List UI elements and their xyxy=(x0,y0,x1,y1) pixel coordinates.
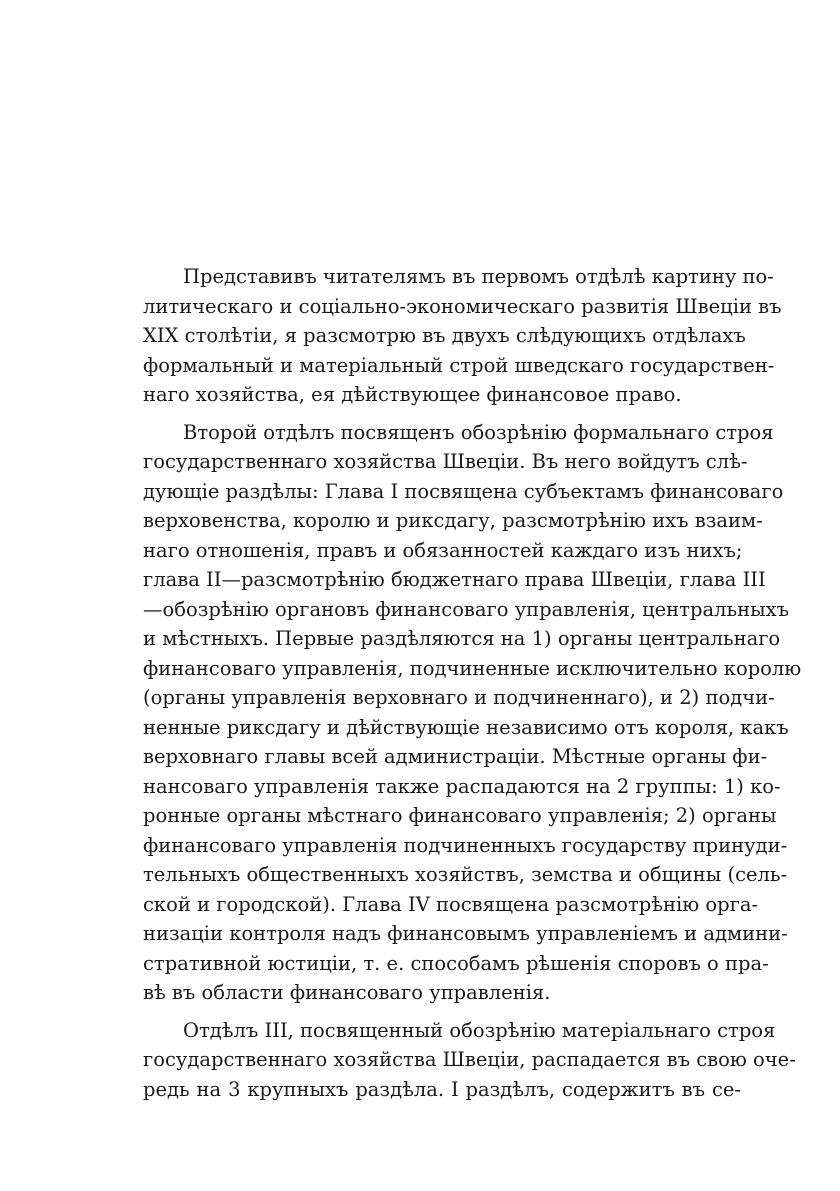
text-line: вѣ въ области финансоваго управленія. xyxy=(143,981,551,1004)
paragraph-intro xyxy=(143,262,782,410)
text-line: финансоваго управленія, подчиненные исключительно королю xyxy=(143,656,802,680)
text-line: глава II—разсмотрѣнію бюджетнаго права Швеціи, глава III xyxy=(143,568,766,591)
text-line: и мѣстныхъ. Первые раздѣляются на 1) органы центральнаго xyxy=(143,627,781,650)
text-line: ронные органы мѣстнаго финансоваго управленія; 2) органы xyxy=(143,804,777,827)
text-line: —обозрѣнію органовъ финансоваго управленія, центральныхъ xyxy=(143,597,790,621)
text-line: наго отношенія, правъ и обязанностей каждаго изъ нихъ; xyxy=(143,538,743,562)
text-line: формальный и матеріальный строй шведскаго государствен- xyxy=(143,353,775,377)
paragraph-section-three xyxy=(143,1016,796,1105)
text-line: ской и городской). Глава IV посвящена разсмотрѣнію орга- xyxy=(143,892,759,916)
paragraph-section-two xyxy=(143,418,802,1008)
text-line: наго хозяйства, ея дѣйствующее финансовое право. xyxy=(143,383,682,406)
text-line: стративной юстиціи, т. е. способамъ рѣшенія споровъ о пра- xyxy=(143,951,769,975)
text-line: (органы управленія верховнаго и подчиненнаго), и 2) подчи- xyxy=(143,686,775,709)
text-line: Второй отдѣлъ посвященъ обозрѣнію формальнаго строя xyxy=(183,420,774,444)
text-line: Отдѣлъ III, посвященный обозрѣнію матеріальнаго строя xyxy=(183,1018,776,1042)
text-line: нансоваго управленія также распадаются на 2 группы: 1) ко- xyxy=(143,774,781,798)
text-line: низаціи контроля надъ финансовымъ управленіемъ и админи- xyxy=(143,922,788,945)
text-line: XIX столѣтіи, я разсмотрю въ двухъ слѣдующихъ отдѣлахъ xyxy=(143,324,746,347)
text-line: Представивъ читателямъ въ первомъ отдѣлѣ картину по- xyxy=(183,265,774,288)
text-line: государственнаго хозяйства Швеціи. Въ него войдутъ слѣ- xyxy=(143,450,748,473)
text-line: ненные риксдагу и дѣйствующіе независимо отъ короля, какъ xyxy=(143,715,789,739)
text-line: верховнаго главы всей администраціи. Мѣстные органы фи- xyxy=(143,745,768,768)
text-line: финансоваго управленія подчиненныхъ государству принуди- xyxy=(143,833,788,857)
text-line: редь на 3 крупныхъ раздѣла. I раздѣлъ, содержитъ въ се- xyxy=(143,1077,741,1101)
page-body-text xyxy=(143,262,802,1104)
text-line: государственнаго хозяйства Швеціи, распадается въ свою оче- xyxy=(143,1048,796,1071)
text-line: верховенства, королю и риксдагу, разсмотрѣнію ихъ взаим- xyxy=(143,509,763,532)
text-line: тельныхъ общественныхъ хозяйствъ, земства и общины (сель- xyxy=(143,863,788,886)
text-line: дующіе раздѣлы: Глава I посвящена субъектамъ финансоваго xyxy=(143,479,784,503)
text-line: литическаго и соціально-экономическаго развитія Швеціи въ xyxy=(143,294,782,318)
